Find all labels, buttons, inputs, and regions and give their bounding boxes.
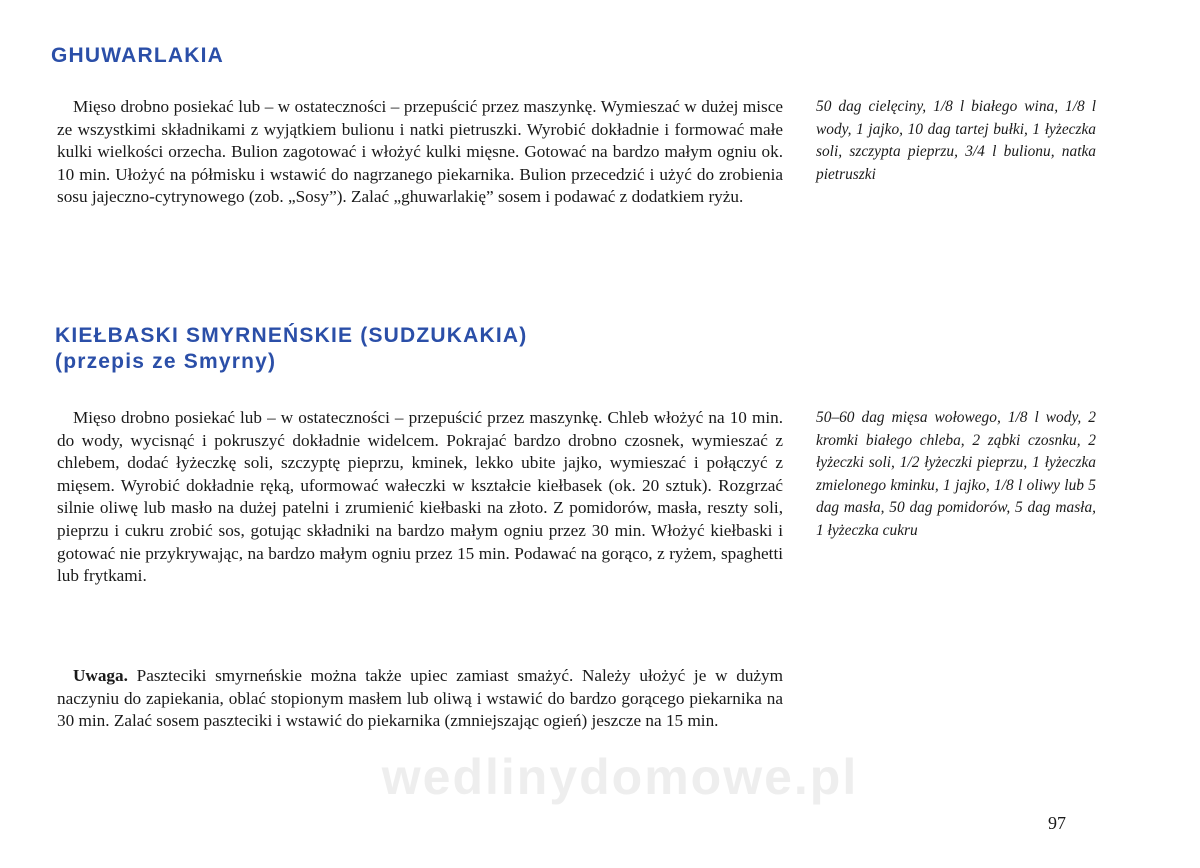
recipe-method-ghuwarlakia: Mięso drobno posiekać lub – w ostateczności – przepuścić przez maszynkę. Wymieszać w dużej misce ze wszystkimi składnikami z wyjątkiem bulionu i natki pietruszki. Wyrobić dokładnie i formować małe kulki wielkości orzecha. Bulion zagotować i włożyć kulki mięsne. Gotować na bardzo małym ogniu ok. 10 min. Ułożyć na półmisku i wstawić do nagrzanego piekarnika. Bulion przecedzić i użyć do zrobienia sosu jajeczno-cytrynowego (zob. „Sosy”). Zalać „ghuwarlakię” sosem i podawać z dodatkiem ryżu. <box>57 97 783 207</box>
recipe-ingredients-kielbaski: 50–60 dag mięsa wołowego, 1/8 l wody, 2 kromki białego chleba, 2 ząbki czosnku, 2 łyżeczki soli, 1/2 łyżeczki pieprzu, 1 łyżeczka zmielonego kminku, 1 jajko, 1/8 l oliwy lub 5 dag masła, 50 dag pomidorów, 5 dag masła, 1 łyżeczka cukru <box>816 409 1096 539</box>
note-label: Uwaga. <box>73 666 128 685</box>
recipe-title-kielbaski <box>55 323 527 375</box>
recipe-note <box>57 665 783 733</box>
recipe-method-kielbaski: Mięso drobno posiekać lub – w ostateczności – przepuścić przez maszynkę. Chleb włożyć na 10 min. do wody, wycisnąć i pokruszyć dokładnie widelcem. Pokrajać bardzo drobno czosnek, wymieszać z chlebem, dodać łyżeczkę soli, szczyptę pieprzu, kminek, lekko ubite jajko, wymieszać i połączyć z mięsem. Wyrobić dokładnie ręką, uformować wałeczki w kształcie kiełbasek (ok. 20 sztuk). Rozgrzać silnie oliwę lub masło na dużej patelni i zrumienić kiełbaski na złoto. Z pomidorów, masła, reszty soli, pieprzu i cukru zrobić sos, gotując składniki na bardzo małym ogniu przez 30 min. Włożyć kiełbaski i gotować nie przykrywając, na bardzo małym ogniu przez 15 min. Podawać na gorąco, z ryżem, spaghetti lub frytkami. <box>57 408 783 586</box>
recipe-subtitle: (przepis ze Smyrny) <box>55 350 277 373</box>
recipe-title-ghuwarlakia: GHUWARLAKIA <box>51 44 225 67</box>
recipe-title-text: KIEŁBASKI SMYRNEŃSKIE (SUDZUKAKIA) <box>55 324 528 347</box>
recipe-ingredients-ghuwarlakia: 50 dag cielęciny, 1/8 l białego wina, 1/8 l wody, 1 jajko, 10 dag tartej bułki, 1 łyżeczka soli, szczypta pieprzu, 3/4 l bulionu, natka pietruszki <box>816 98 1096 183</box>
watermark: wedlinydomowe.pl <box>381 749 859 805</box>
note-text: Paszteciki smyrneńskie można także upiec zamiast smażyć. Należy ułożyć je w dużym naczyniu do zapiekania, oblać stopionym masłem lub oliwą i wstawić do bardzo gorącego piekarnika na 30 min. Zalać sosem paszteciki i wstawić do piekarnika (zmniejszając ogień) jeszcze na 15 min. <box>57 666 784 731</box>
page-number: 97 <box>1048 813 1066 833</box>
